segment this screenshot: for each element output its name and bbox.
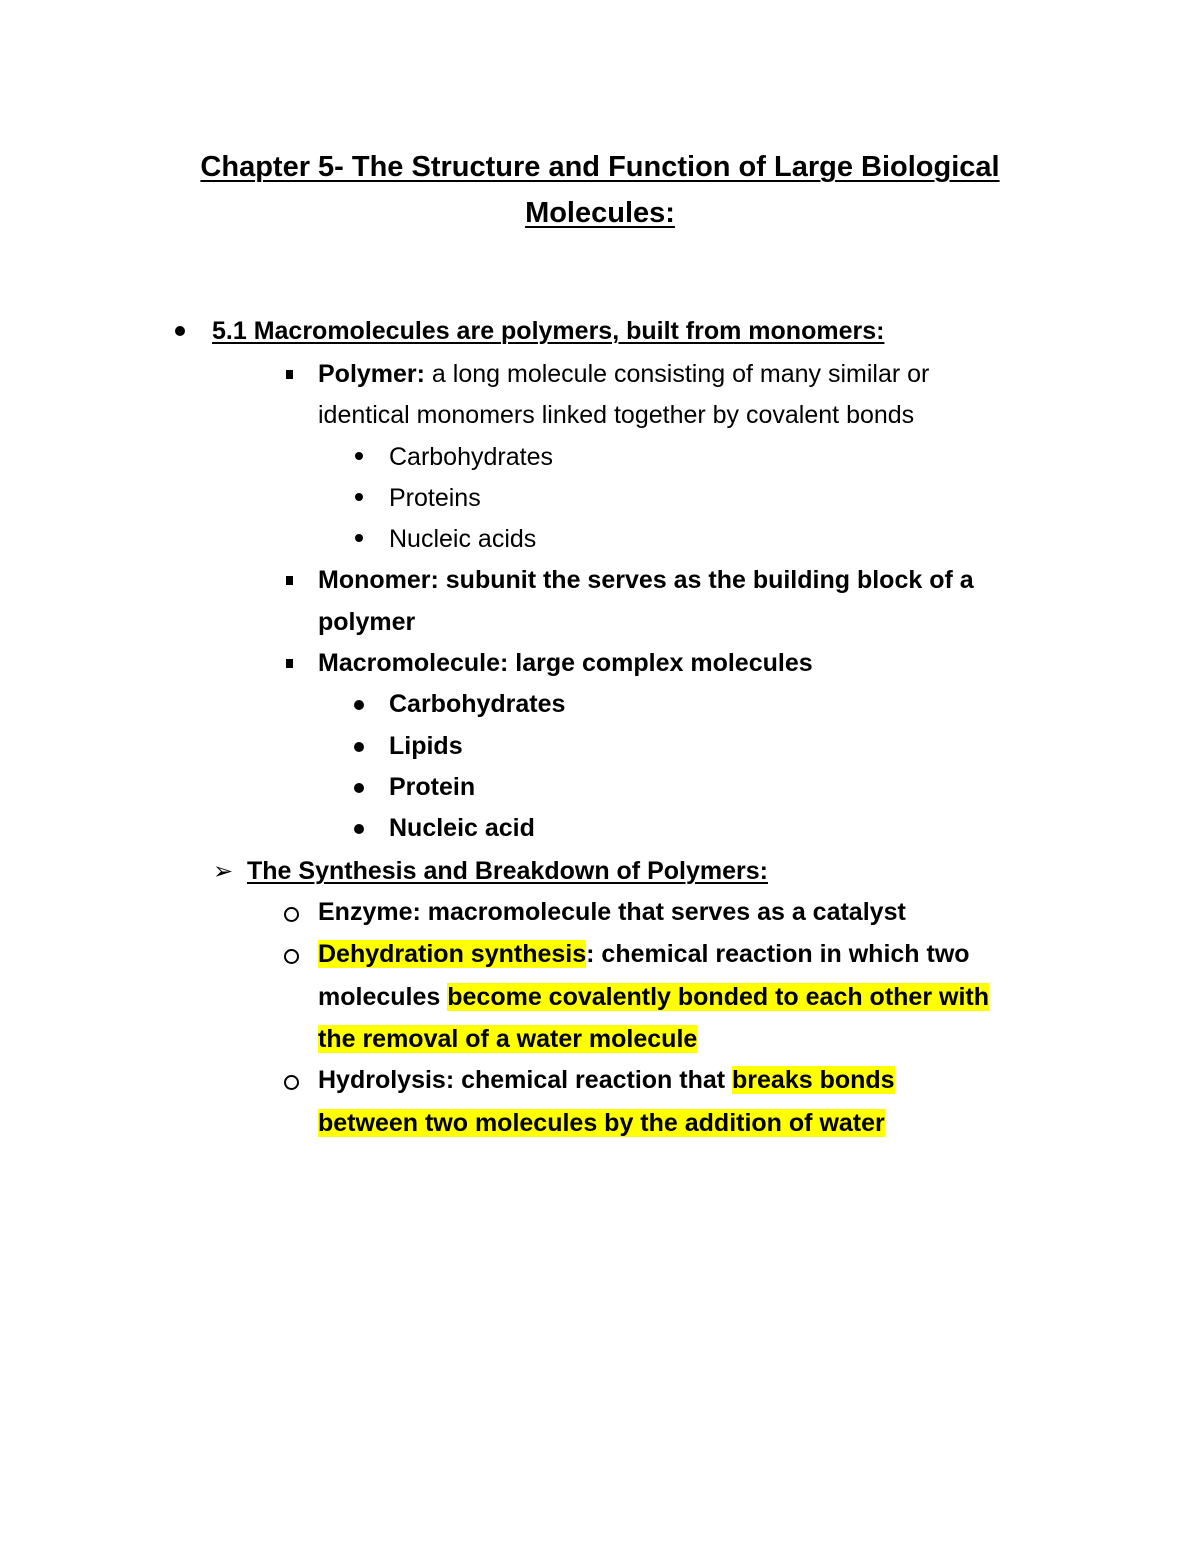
- bullet-square-icon: [286, 576, 293, 585]
- polymer-example: Carbohydrates: [389, 443, 553, 471]
- hydrolysis-highlight: between two molecules by the addition of water: [318, 1109, 885, 1137]
- macromolecule-example: Carbohydrates: [389, 690, 566, 718]
- macromolecule-line: Macromolecule: large complex molecules: [318, 649, 813, 677]
- polymer-example: Nucleic acids: [389, 525, 537, 553]
- title-line-2: Molecules:: [525, 197, 675, 229]
- bullet-dot-icon: [355, 452, 363, 460]
- hydrolysis-line-2: [318, 1103, 885, 1144]
- dehydration-line-2: [318, 977, 989, 1018]
- section-heading: 5.1 Macromolecules are polymers, built from monomers:: [212, 317, 885, 345]
- polymer-line-2: identical monomers linked together by covalent bonds: [318, 401, 915, 429]
- bullet-square-icon: [286, 370, 293, 379]
- macromolecule-example: Nucleic acid: [389, 814, 535, 842]
- dehydration-def-start: : chemical reaction in which two: [586, 940, 970, 968]
- dehydration-plain: molecules: [318, 983, 448, 1011]
- hydrolysis-line-1: [318, 1060, 895, 1101]
- bullet-dot-icon: [355, 534, 363, 542]
- dehydration-line-1: [318, 934, 970, 975]
- dehydration-line-3: [318, 1019, 697, 1060]
- polymer-definition: a long molecule consisting of many similar or: [424, 360, 930, 388]
- bullet-dot-icon: [354, 742, 364, 752]
- circle-bullet-icon: [284, 907, 299, 922]
- bullet-dot-icon: [354, 700, 364, 710]
- macromolecule-example: Protein: [389, 773, 476, 801]
- title-line-1: Chapter 5- The Structure and Function of Large Biological: [200, 151, 1000, 183]
- circle-bullet-icon: [284, 949, 299, 964]
- hydrolysis-highlight: breaks bonds: [732, 1066, 895, 1094]
- bullet-square-icon: [286, 659, 293, 668]
- hydrolysis-plain: Hydrolysis: chemical reaction that: [318, 1066, 733, 1094]
- synthesis-heading: The Synthesis and Breakdown of Polymers:: [247, 857, 768, 885]
- circle-bullet-icon: [284, 1075, 299, 1090]
- dehydration-term: Dehydration synthesis: [318, 940, 587, 968]
- polymer-line-1: [318, 354, 929, 395]
- arrow-bullet-icon: ➢: [213, 857, 234, 885]
- page-title: [150, 144, 1050, 236]
- macromolecule-example: Lipids: [389, 732, 463, 760]
- bullet-dot-icon: [354, 824, 364, 834]
- bullet-dot-icon: [175, 326, 185, 336]
- polymer-example: Proteins: [389, 484, 481, 512]
- bullet-dot-icon: [354, 783, 364, 793]
- monomer-line-1: Monomer: subunit the serves as the building block of a: [318, 566, 974, 594]
- monomer-line-2: polymer: [318, 608, 416, 636]
- dehydration-highlight: become covalently bonded to each other with: [447, 983, 989, 1011]
- enzyme-line: Enzyme: macromolecule that serves as a catalyst: [318, 898, 906, 926]
- bullet-dot-icon: [355, 493, 363, 501]
- dehydration-highlight: the removal of a water molecule: [318, 1025, 698, 1053]
- polymer-term: Polymer:: [318, 360, 425, 388]
